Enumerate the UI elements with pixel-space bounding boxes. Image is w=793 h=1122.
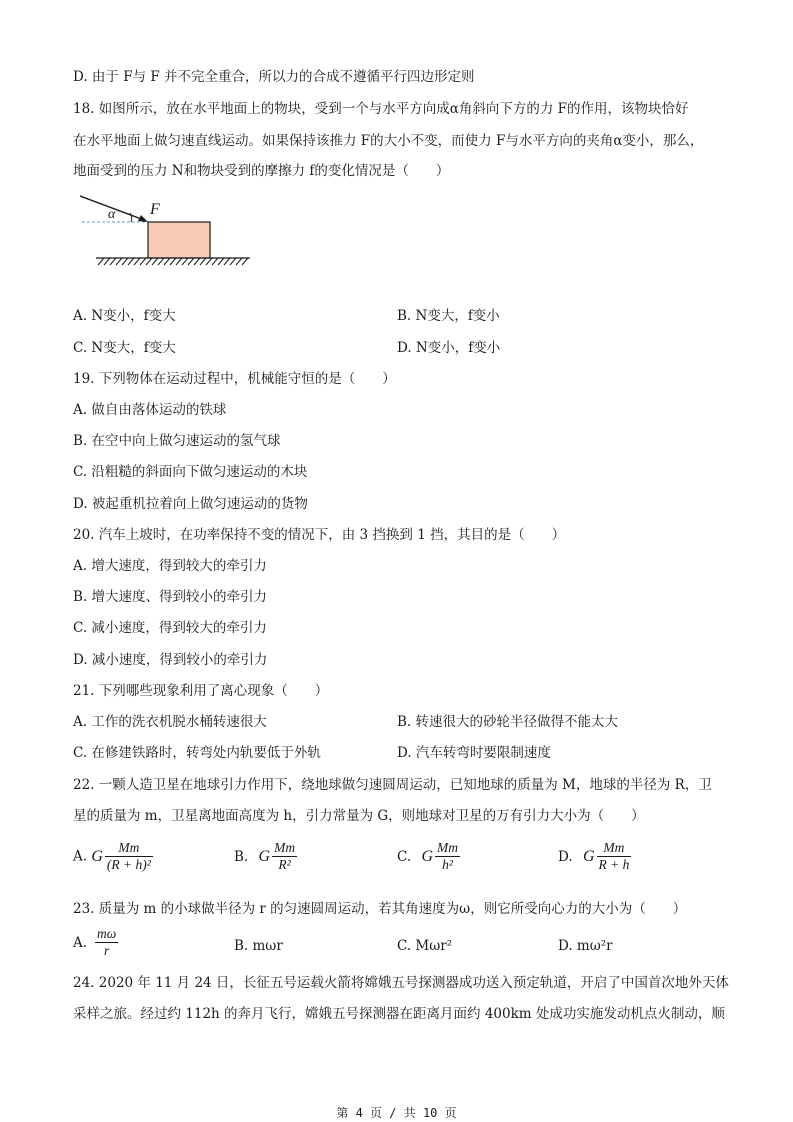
q22-option-a	[73, 840, 153, 873]
q18-option-c: C. N变大，f变大	[73, 340, 176, 356]
q22-option-d-numerator: Mm	[597, 840, 632, 857]
q24-stem-line2: 采样之旅。经过约 112h 的奔月飞行，嫦娥五号探测器在距离月面约 400km 处成功实施发动机点火制动，顺	[73, 1006, 725, 1022]
q17-option-d: D. 由于 F与 F 并不完全重合，所以力的合成不遵循平行四边形定则	[73, 69, 475, 85]
q19-option-b: B. 在空中向上做匀速运动的氢气球	[73, 433, 281, 449]
q22-option-d	[558, 840, 631, 873]
q22-stem-line2: 星的质量为 m，卫星离地面高度为 h，引力常量为 G，则地球对卫星的万有引力大小为（ ）	[73, 808, 645, 824]
q23-option-a-fraction	[95, 926, 118, 959]
q23-option-a-numerator: mω	[97, 926, 117, 941]
q19-stem: 19. 下列物体在运动过程中，机械能守恒的是（ ）	[73, 371, 396, 387]
q22-option-d-fraction	[597, 840, 632, 873]
force-arrowhead	[138, 215, 148, 222]
q22-option-b-g: G	[258, 847, 271, 865]
q21-option-a: A. 工作的洗衣机脱水桶转速很大	[73, 714, 267, 730]
q23-stem: 23. 质量为 m 的小球做半径为 r 的匀速圆周运动，若其角速度为ω，则它所受向心力的大小为（ ）	[73, 901, 687, 917]
q21-option-b: B. 转速很大的砂轮半径做得不能太大	[397, 714, 619, 730]
q22-option-d-label: D.	[558, 848, 573, 865]
q22-option-b-label: B.	[234, 848, 249, 865]
q22-option-b-denominator: R²	[278, 857, 291, 872]
ground-hatching	[98, 258, 248, 265]
q19-option-c: C. 沿粗糙的斜面向下做匀速运动的木块	[73, 464, 308, 480]
q20-option-b: B. 增大速度、得到较小的牵引力	[73, 589, 268, 605]
block	[148, 222, 210, 258]
alpha-label: α	[108, 207, 116, 222]
q22-option-b-numerator: Mm	[274, 840, 296, 855]
page-footer: 第 4 页 / 共 10 页	[336, 1106, 457, 1120]
q24-stem-line1: 24. 2020 年 11 月 24 日，长征五号运载火箭将嫦娥五号探测器成功送入预定轨道，开启了中国首次地外天体	[73, 975, 729, 991]
q20-stem: 20. 汽车上坡时，在功率保持不变的情况下，由 3 挡换到 1 挡，其目的是（ ）	[73, 527, 566, 543]
q18-option-a: A. N变小，f变大	[73, 308, 176, 324]
q22-option-c-fraction	[435, 840, 460, 873]
q21-option-d: D. 汽车转弯时要限制速度	[397, 745, 551, 761]
q20-option-d: D. 减小速度，得到较小的牵引力	[73, 652, 268, 668]
q22-option-d-denominator: R + h	[598, 857, 630, 872]
q22-option-c-numerator: Mm	[437, 840, 458, 855]
q22-option-a-g: G	[91, 847, 103, 865]
q21-stem: 21. 下列哪些现象利用了离心现象（ ）	[73, 683, 329, 699]
q23-option-c: C. Mωr²	[397, 938, 453, 954]
q18-stem-line2: 在水平地面上做匀速直线运动。如果保持该推力 F的大小不变，而使力 F与水平方向的夹角α变小，那么，	[73, 133, 704, 149]
q23-option-d: D. mω²r	[558, 938, 613, 954]
q22-option-a-label: A.	[73, 848, 88, 865]
q22-option-c-denominator: h²	[442, 857, 453, 872]
q23-option-b: B. mωr	[234, 938, 283, 954]
q22-option-d-g: G	[582, 847, 595, 865]
q19-option-d: D. 被起重机拉着向上做匀速运动的货物	[73, 496, 308, 512]
q18-option-d: D. N变小，f变小	[397, 340, 501, 356]
q21-option-c: C. 在修建铁路时，转弯处内轨要低于外轨	[73, 745, 321, 761]
q22-option-c-g: G	[421, 847, 433, 865]
q22-option-c	[397, 840, 460, 873]
q19-option-a: A. 做自由落体运动的铁球	[73, 402, 227, 418]
q20-option-c: C. 减小速度，得到较大的牵引力	[73, 620, 267, 636]
q18-stem-line1: 18. 如图所示，放在水平地面上的物块，受到一个与水平方向成α角斜向下方的力 F的作用，该物块恰好	[73, 101, 689, 117]
q22-option-c-label: C.	[397, 848, 412, 865]
q20-option-a: A. 增大速度，得到较大的牵引力	[73, 558, 267, 574]
q22-option-b-fraction	[272, 840, 297, 873]
q22-option-a-numerator: Mm	[105, 840, 153, 857]
force-label: F	[150, 201, 160, 218]
q23-option-a	[73, 926, 118, 959]
q22-option-a-denominator: (R + h)²	[106, 857, 151, 872]
q22-option-a-fraction	[105, 840, 153, 873]
q23-option-a-label: A.	[73, 934, 88, 951]
angle-arc	[130, 213, 132, 222]
q22-option-b	[234, 840, 297, 873]
q18-stem-line3: 地面受到的压力 N和物块受到的摩擦力 f的变化情况是（ ）	[73, 163, 450, 179]
q18-option-b: B. N变大，f变小	[397, 308, 500, 324]
q22-stem-line1: 22. 一颗人造卫星在地球引力作用下，绕地球做匀速圆周运动，已知地球的质量为 M，地球的半径为 R，卫	[73, 777, 712, 793]
q23-option-a-denominator: r	[104, 943, 110, 958]
q18-figure	[80, 193, 255, 271]
